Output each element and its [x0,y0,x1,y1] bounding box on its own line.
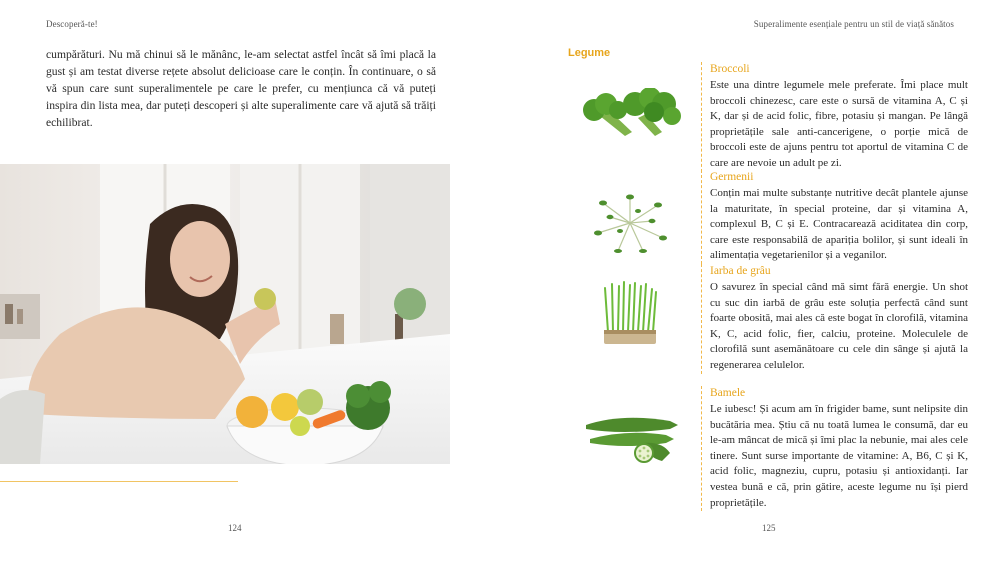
item-text-germenii: Conțin mai multe substanțe nutritive decât plantele ajunse la maturitate, în special proteine, dar și vitamina A, complexul B, C și E. Contracarează aciditatea din corp, care este responsabilă de apariția bolilor, și sunt ideali în alimentația vegetarienilor și a veganilor. [710,187,968,262]
item-iarba-de-grau [701,264,968,374]
page-number-right: 125 [762,523,776,533]
item-germenii [701,170,968,264]
item-text-iarba-de-grau: O savurez în special când mă simt fără energie. Un shot cu suc din iarbă de grâu este soluția perfectă când sunt foarte obosită, mai ales că este bogat în clorofilă, vitamina K, C, acid folic, fier, calciu, proteine. Moleculele de clorofilă sunt asemănătoare cu cele din sânge și ajută la regenerarea celulelor. [710,281,968,371]
intro-paragraph [46,46,436,131]
item-bamele [701,386,968,511]
left-footer-rule [0,481,238,482]
item-title-bamele: Bamele [710,387,746,399]
item-title-broccoli: Broccoli [710,63,750,75]
wheatgrass-image [600,280,660,346]
running-head-left: Descoperă-te! [46,19,98,29]
broccoli-image [580,88,685,140]
intro-paragraph-text: cumpărături. Nu mă chinui să le mănânc, le-am selectat astfel încât să îmi placă la gust și am testat diverse rețete absolut delicioase care le conțin. În continuare, o să vă spun care sunt superalimentele pe care le prefer, cu mențiunca că vă puteți inspira din lista mea, dar puteți descoperi și alte superalimente care vă ajută să trăiți echilibrat. [46,48,436,129]
sprouts-image [588,193,673,253]
kitchen-photo [0,164,450,464]
woman-with-vegetables-image [0,164,450,464]
item-title-iarba-de-grau: Iarba de grâu [710,265,771,277]
item-text-bamele: Le iubesc! Și acum am în frigider bame, sunt nelipsite din bucătăria mea. Știu că nu toată lumea le consumă, dar eu le-am mâncat de mică și îmi plac la nebunie, mai ales cele tinere. Sunt surse importante de vitamine: A, B6, C și K, acid folic, magneziu, cupru, potasiu și antioxidanți. Iar vestea bună e că, prin gătire, aceste legume nu își pierd proprietățile. [710,403,968,509]
item-text-broccoli: Este una dintre legumele mele preferate. Îmi place mult broccoli chinezesc, care este o sursă de vitamina A, C și K, dar și de acid folic, fibre, potasiu și mangan. Pe lângă proprietățile sale anti-cancerigene, o porție mică de broccoli este de ajuns pentru tot aportul de vitamina C de care are nevoie un adult pe zi. [710,79,968,169]
item-broccoli [701,62,968,172]
running-head-right: Superalimente esențiale pentru un stil de viață sănătos [753,19,954,29]
okra-image [582,413,680,465]
page-number-left: 124 [228,523,242,533]
section-title-legume: Legume [568,47,611,59]
item-title-germenii: Germenii [710,171,754,183]
